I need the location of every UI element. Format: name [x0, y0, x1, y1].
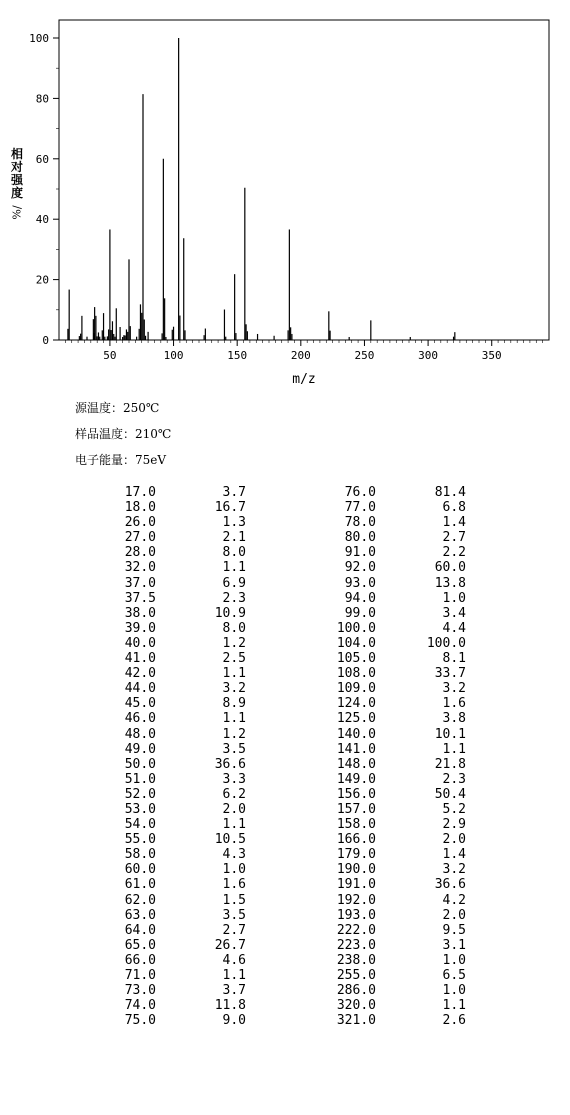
mz-cell: 52.0: [124, 786, 156, 802]
table-row: [90, 591, 466, 606]
intensity-cell: 1.1: [442, 741, 466, 757]
intensity-cell: 3.2: [442, 681, 466, 697]
mz-cell: 191.0: [336, 877, 376, 893]
intensity-cell: 60.0: [434, 560, 466, 576]
intensity-cell: 21.8: [434, 756, 466, 772]
mz-cell: 94.0: [344, 590, 376, 606]
table-row: [90, 787, 466, 802]
mz-cell: 38.0: [124, 605, 156, 621]
intensity-cell: 6.9: [222, 575, 246, 591]
table-row: [90, 727, 466, 742]
mz-cell: 37.5: [124, 590, 156, 606]
intensity-cell: 50.4: [434, 786, 466, 802]
mass-spectrum-chart: [0, 0, 570, 395]
intensity-cell: 26.7: [214, 937, 246, 953]
mz-cell: 193.0: [336, 907, 376, 923]
intensity-cell: 33.7: [434, 666, 466, 682]
y-axis-unit: %/: [10, 205, 24, 220]
mz-cell: 105.0: [336, 651, 376, 667]
mz-cell: 32.0: [124, 560, 156, 576]
condition-label: 样品温度：: [75, 427, 136, 441]
intensity-cell: 3.7: [222, 485, 246, 500]
mz-cell: 78.0: [344, 515, 376, 531]
intensity-cell: 8.0: [222, 545, 246, 561]
x-tick-label: 100: [163, 349, 184, 362]
x-tick-label: 250: [354, 349, 375, 362]
table-row: [90, 772, 466, 787]
intensity-cell: 2.0: [442, 832, 466, 848]
mz-cell: 74.0: [124, 998, 156, 1014]
mz-cell: 320.0: [336, 998, 376, 1014]
table-row: [90, 908, 466, 923]
y-axis-ticks: [29, 32, 59, 347]
intensity-cell: 5.2: [442, 801, 466, 817]
intensity-cell: 36.6: [214, 756, 246, 772]
mz-cell: 75.0: [124, 1013, 156, 1029]
intensity-cell: 1.1: [222, 817, 246, 833]
mz-cell: 91.0: [344, 545, 376, 561]
intensity-cell: 10.1: [434, 726, 466, 742]
mz-cell: 108.0: [336, 666, 376, 682]
mz-cell: 93.0: [344, 575, 376, 591]
intensity-cell: 6.5: [442, 968, 466, 983]
intensity-cell: 10.9: [214, 605, 246, 621]
intensity-cell: 9.5: [442, 922, 466, 938]
condition-electron-energy: [75, 450, 171, 476]
intensity-cell: 2.3: [222, 590, 246, 606]
mz-cell: 255.0: [336, 968, 376, 983]
mz-cell: 73.0: [124, 983, 156, 999]
y-axis-label-text: 相对强度: [10, 147, 23, 200]
intensity-cell: 100.0: [426, 635, 466, 651]
y-tick-label: 0: [42, 334, 49, 347]
spectrum-peaks: [68, 38, 455, 340]
intensity-cell: 2.5: [222, 651, 246, 667]
mz-cell: 104.0: [336, 635, 376, 651]
mz-cell: 37.0: [124, 575, 156, 591]
intensity-cell: 2.7: [222, 922, 246, 938]
mz-cell: 17.0: [124, 485, 156, 500]
intensity-cell: 1.1: [222, 560, 246, 576]
mz-cell: 156.0: [336, 786, 376, 802]
mz-cell: 63.0: [124, 907, 156, 923]
table-row: [90, 862, 466, 877]
mz-cell: 45.0: [124, 696, 156, 712]
mz-cell: 28.0: [124, 545, 156, 561]
table-row: [90, 983, 466, 998]
intensity-cell: 6.8: [442, 500, 466, 516]
mz-cell: 222.0: [336, 922, 376, 938]
intensity-cell: 10.5: [214, 832, 246, 848]
mz-cell: 66.0: [124, 952, 156, 968]
intensity-cell: 2.2: [442, 545, 466, 561]
intensity-cell: 2.1: [222, 530, 246, 546]
mz-cell: 80.0: [344, 530, 376, 546]
intensity-cell: 4.6: [222, 952, 246, 968]
mz-cell: 179.0: [336, 847, 376, 863]
x-tick-label: 300: [418, 349, 439, 362]
intensity-cell: 4.2: [442, 892, 466, 908]
y-tick-label: 100: [29, 32, 49, 45]
x-tick-label: 200: [290, 349, 311, 362]
intensity-cell: 2.3: [442, 771, 466, 787]
intensity-cell: 9.0: [222, 1013, 246, 1029]
intensity-cell: 1.1: [222, 666, 246, 682]
mz-cell: 124.0: [336, 696, 376, 712]
intensity-cell: 1.4: [442, 515, 466, 531]
mz-cell: 46.0: [124, 711, 156, 727]
mz-cell: 100.0: [336, 620, 376, 636]
table-row: [90, 515, 466, 530]
condition-label: 电子能量：: [75, 453, 136, 467]
intensity-cell: 6.2: [222, 786, 246, 802]
intensity-cell: 2.0: [442, 907, 466, 923]
intensity-cell: 1.3: [222, 515, 246, 531]
intensity-cell: 3.1: [442, 937, 466, 953]
x-axis-label: m/z: [292, 372, 316, 387]
mz-cell: 109.0: [336, 681, 376, 697]
table-row: [90, 651, 466, 666]
intensity-cell: 81.4: [434, 485, 466, 500]
intensity-cell: 8.0: [222, 620, 246, 636]
intensity-cell: 1.6: [442, 696, 466, 712]
intensity-cell: 3.5: [222, 741, 246, 757]
table-row: [90, 938, 466, 953]
mz-cell: 141.0: [336, 741, 376, 757]
intensity-cell: 3.3: [222, 771, 246, 787]
y-tick-label: 80: [35, 92, 49, 106]
mz-cell: 125.0: [336, 711, 376, 727]
mz-cell: 40.0: [124, 635, 156, 651]
condition-source-temp: [75, 398, 171, 424]
mz-cell: 64.0: [124, 922, 156, 938]
intensity-cell: 1.0: [442, 590, 466, 606]
x-tick-label: 50: [103, 349, 117, 362]
intensity-cell: 1.2: [222, 726, 246, 742]
condition-sample-temp: [75, 424, 171, 450]
intensity-cell: 11.8: [214, 998, 246, 1014]
table-row: [90, 485, 466, 500]
mz-cell: 166.0: [336, 832, 376, 848]
table-row: [90, 606, 466, 621]
table-row: [90, 636, 466, 651]
table-row: [90, 802, 466, 817]
x-axis-ticks: [65, 340, 542, 362]
mz-cell: 61.0: [124, 877, 156, 893]
table-row: [90, 742, 466, 757]
intensity-cell: 3.2: [222, 681, 246, 697]
intensity-cell: 3.5: [222, 907, 246, 923]
intensity-cell: 1.6: [222, 877, 246, 893]
y-tick-label: 60: [35, 152, 49, 166]
mz-cell: 48.0: [124, 726, 156, 742]
mz-cell: 41.0: [124, 651, 156, 667]
intensity-cell: 36.6: [434, 877, 466, 893]
mz-cell: 157.0: [336, 801, 376, 817]
intensity-cell: 8.9: [222, 696, 246, 712]
intensity-cell: 2.9: [442, 817, 466, 833]
mz-cell: 286.0: [336, 983, 376, 999]
condition-value: 250℃: [123, 401, 160, 415]
mz-cell: 140.0: [336, 726, 376, 742]
mz-cell: 149.0: [336, 771, 376, 787]
intensity-cell: 3.2: [442, 862, 466, 878]
table-row: [90, 893, 466, 908]
table-row: [90, 847, 466, 862]
intensity-cell: 2.0: [222, 801, 246, 817]
y-axis-label: [9, 148, 25, 219]
intensity-cell: 1.0: [222, 862, 246, 878]
table-row: [90, 817, 466, 832]
intensity-cell: 16.7: [214, 500, 246, 516]
condition-value: 75eV: [135, 453, 167, 467]
table-row: [90, 696, 466, 711]
mz-cell: 62.0: [124, 892, 156, 908]
mz-cell: 42.0: [124, 666, 156, 682]
intensity-cell: 1.0: [442, 952, 466, 968]
intensity-cell: 2.6: [442, 1013, 466, 1029]
plot-frame: [59, 20, 549, 340]
table-row: [90, 545, 466, 560]
mz-cell: 60.0: [124, 862, 156, 878]
intensity-cell: 13.8: [434, 575, 466, 591]
condition-value: 210℃: [135, 427, 172, 441]
table-row: [90, 1013, 466, 1028]
x-tick-label: 350: [481, 349, 502, 362]
table-row: [90, 968, 466, 983]
mz-cell: 321.0: [336, 1013, 376, 1029]
table-row: [90, 998, 466, 1013]
y-tick-label: 40: [35, 213, 49, 227]
table-row: [90, 711, 466, 726]
mz-cell: 99.0: [344, 605, 376, 621]
intensity-cell: 3.8: [442, 711, 466, 727]
mz-cell: 18.0: [124, 500, 156, 516]
mz-cell: 44.0: [124, 681, 156, 697]
table-row: [90, 923, 466, 938]
table-row: [90, 681, 466, 696]
mz-cell: 71.0: [124, 968, 156, 983]
mz-cell: 49.0: [124, 741, 156, 757]
x-tick-label: 150: [227, 349, 248, 362]
peak-table: [90, 485, 466, 1028]
mz-cell: 190.0: [336, 862, 376, 878]
mz-cell: 65.0: [124, 937, 156, 953]
condition-label: 源温度：: [75, 401, 124, 415]
intensity-cell: 1.5: [222, 892, 246, 908]
mz-cell: 51.0: [124, 771, 156, 787]
table-row: [90, 560, 466, 575]
intensity-cell: 1.2: [222, 635, 246, 651]
intensity-cell: 1.1: [442, 998, 466, 1014]
table-row: [90, 877, 466, 892]
mz-cell: 39.0: [124, 620, 156, 636]
table-row: [90, 757, 466, 772]
mz-cell: 77.0: [344, 500, 376, 516]
intensity-cell: 8.1: [442, 651, 466, 667]
mz-cell: 192.0: [336, 892, 376, 908]
table-row: [90, 666, 466, 681]
intensity-cell: 3.4: [442, 605, 466, 621]
table-row: [90, 621, 466, 636]
mz-cell: 148.0: [336, 756, 376, 772]
mz-cell: 55.0: [124, 832, 156, 848]
mz-cell: 53.0: [124, 801, 156, 817]
mz-cell: 92.0: [344, 560, 376, 576]
y-tick-label: 20: [35, 273, 49, 287]
mz-cell: 54.0: [124, 817, 156, 833]
mz-cell: 50.0: [124, 756, 156, 772]
table-row: [90, 576, 466, 591]
conditions-block: [75, 398, 171, 476]
mz-cell: 26.0: [124, 515, 156, 531]
intensity-cell: 1.4: [442, 847, 466, 863]
mz-cell: 238.0: [336, 952, 376, 968]
mz-cell: 158.0: [336, 817, 376, 833]
intensity-cell: 4.3: [222, 847, 246, 863]
mz-cell: 27.0: [124, 530, 156, 546]
intensity-cell: 2.7: [442, 530, 466, 546]
intensity-cell: 1.1: [222, 968, 246, 983]
mz-cell: 58.0: [124, 847, 156, 863]
mz-cell: 76.0: [344, 485, 376, 500]
table-row: [90, 530, 466, 545]
intensity-cell: 3.7: [222, 983, 246, 999]
intensity-cell: 4.4: [442, 620, 466, 636]
intensity-cell: 1.1: [222, 711, 246, 727]
table-row: [90, 953, 466, 968]
table-row: [90, 832, 466, 847]
table-row: [90, 500, 466, 515]
intensity-cell: 1.0: [442, 983, 466, 999]
mz-cell: 223.0: [336, 937, 376, 953]
